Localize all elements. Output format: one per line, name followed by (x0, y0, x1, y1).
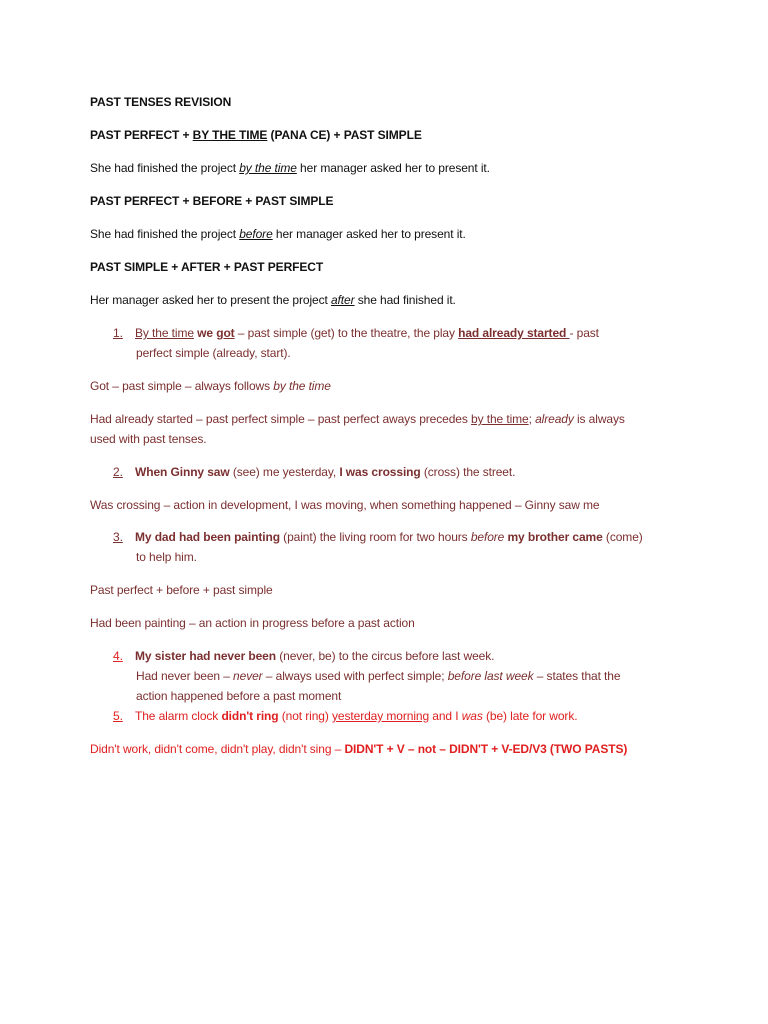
example-text: She had finished the project (90, 227, 240, 241)
item-number: 4. (113, 649, 123, 663)
rule-after: PAST SIMPLE + AFTER + PAST PERFECT (90, 260, 324, 274)
example-text: she had finished it. (354, 293, 456, 307)
example-after (90, 293, 456, 307)
item-number: 1. (113, 326, 123, 340)
note-got (90, 379, 331, 393)
exercise-item-4 (113, 649, 494, 663)
item-verb: got (216, 326, 235, 340)
item-number: 5. (113, 709, 123, 723)
exercise-item-2 (113, 465, 515, 479)
example-text: She had finished the project (90, 161, 240, 175)
rule-before: PAST PERFECT + BEFORE + PAST SIMPLE (90, 194, 334, 208)
final-formula: DIDN'T + V – not – DIDN'T + V-ED/V3 (TWO PASTS) (344, 742, 628, 756)
final-text: Didn't work, didn't come, didn't play, didn't sing – (90, 742, 345, 756)
note-already-started (90, 412, 625, 426)
note-had-been-painting: Had been painting – an action in progress before a past action (90, 616, 415, 630)
item-text: we (193, 326, 217, 340)
note-text: Got – past simple – always follows (90, 379, 274, 393)
example-keyword: by the time (239, 161, 297, 175)
item-keyword: never (233, 669, 263, 683)
item-text: (paint) the living room for two hours (279, 530, 471, 544)
example-text: her manager asked her to present it. (296, 161, 490, 175)
exercise-item-5 (113, 709, 577, 723)
item-verb: didn't ring (221, 709, 279, 723)
exercise-item-3 (113, 530, 643, 544)
note-text: Had already started – past perfect simple – past perfect aways precedes (90, 412, 472, 426)
item-text: - past (569, 326, 599, 340)
example-text: Her manager asked her to present the project (90, 293, 331, 307)
example-before (90, 227, 466, 241)
item-verb: I was crossing (339, 465, 421, 479)
rule-keyword: BY THE TIME (192, 128, 268, 142)
item-text: and I (429, 709, 462, 723)
item-text: – past simple (get) to the theatre, the play (234, 326, 459, 340)
item-verb: When Ginny saw (135, 465, 230, 479)
item-keyword: was (461, 709, 483, 723)
note-keyword: by the time (471, 412, 529, 426)
item-text: (be) late for work. (482, 709, 578, 723)
item-keyword: before (470, 530, 505, 544)
item-text: (never, be) to the circus before last week. (276, 649, 495, 663)
note-was-crossing: Was crossing – action in development, I was moving, when something happened – Ginny saw me (90, 498, 600, 512)
item-text: (see) me yesterday, (229, 465, 340, 479)
note-structure: Past perfect + before + past simple (90, 583, 273, 597)
item-verb: had already started (458, 326, 570, 340)
exercise-item-1 (113, 326, 599, 340)
exercise-item-4-note-cont: action happened before a past moment (136, 689, 342, 703)
exercise-item-3-cont: to help him. (136, 550, 197, 564)
item-verb: my brother came (504, 530, 603, 544)
example-keyword: before (239, 227, 273, 241)
rule-text: PAST PERFECT + (90, 128, 193, 142)
item-verb: My dad had been painting (135, 530, 280, 544)
exercise-item-1-cont: perfect simple (already, start). (136, 346, 291, 360)
rule-by-the-time (90, 128, 422, 142)
item-keyword: yesterday morning (332, 709, 430, 723)
note-keyword: by the time (273, 379, 331, 393)
item-verb: My sister had never been (135, 649, 276, 663)
item-number: 2. (113, 465, 123, 479)
item-text: (cross) the street. (420, 465, 516, 479)
item-text: – always used with perfect simple; (262, 669, 448, 683)
item-number: 3. (113, 530, 123, 544)
item-keyword: before last week (447, 669, 534, 683)
note-already-started-cont: used with past tenses. (90, 432, 207, 446)
item-text: – states that the (533, 669, 621, 683)
example-text: her manager asked her to present it. (272, 227, 466, 241)
item-phrase: By the time (135, 326, 194, 340)
note-text: is always (573, 412, 625, 426)
note-keyword: already (535, 412, 574, 426)
exercise-item-4-note (136, 669, 620, 683)
doc-title: PAST TENSES REVISION (90, 95, 232, 109)
example-keyword: after (330, 293, 355, 307)
item-text: Had never been – (136, 669, 234, 683)
item-text: The alarm clock (135, 709, 222, 723)
item-text: (come) (602, 530, 643, 544)
rule-text: (PANA CE) + PAST SIMPLE (267, 128, 422, 142)
example-by-the-time (90, 161, 490, 175)
item-text: (not ring) (278, 709, 333, 723)
note-text: ; (528, 412, 536, 426)
final-rule (90, 742, 627, 756)
